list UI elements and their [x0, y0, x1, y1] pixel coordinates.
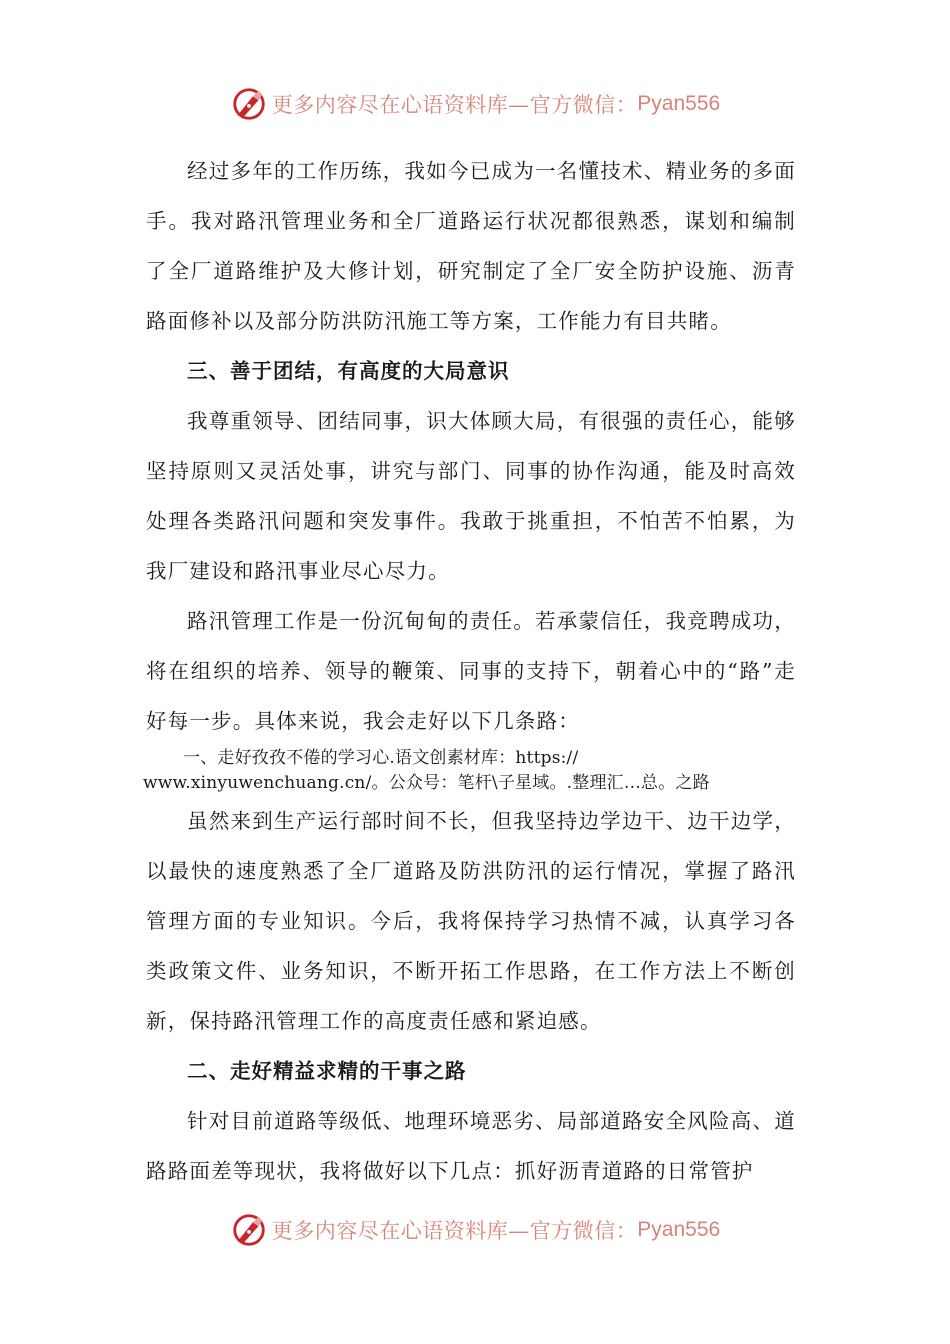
pen-nib-logo-icon — [230, 85, 268, 123]
banner-wechat-id: Pyan556 — [637, 92, 721, 115]
paragraph-learning: 虽然来到生产运行部时间不长，但我坚持边学边干、边干边学，以最快的速度熟悉了全厂道路及防洪防汛的运行情况，掌握了路汛管理方面的专业知识。今后，我将保持学习热情不减，认真学习各类政策文件、业务知识，不断开拓工作思路，在工作方法上不断创新，保持路汛管理工作的高度责任感和紧迫感。 — [146, 809, 796, 1033]
banner-text: 更多内容尽在心语资料库—官方微信： — [271, 93, 638, 117]
paragraph-measures: 针对目前道路等级低、地理环境恶劣、局部道路安全风险高、道路路面差等现状，我将做好以下几点：抓好沥青道路的日常管护 — [146, 1109, 796, 1183]
footer-banner — [0, 1210, 950, 1250]
paragraph-responsibility: 路汛管理工作是一份沉甸甸的责任。若承蒙信任，我竞聘成功，将在组织的培养、领导的鞭策、同事的支持下，朝着心中的“路”走好每一步。具体来说，我会走好以下几条路： — [146, 609, 796, 733]
section-heading-3: 三、善于团结，有高度的大局意识 — [187, 359, 510, 383]
banner-text: 更多内容尽在心语资料库—官方微信： — [271, 1219, 638, 1243]
section-heading-2: 二、走好精益求精的干事之路 — [187, 1059, 467, 1083]
source-note-line-2: www.xinyuwenchuang.cn/。公众号：笔杆\子星域。.整理汇…总。之路 — [143, 773, 710, 793]
banner-wechat-id: Pyan556 — [637, 1218, 721, 1241]
paragraph-teamwork: 我尊重领导、团结同事，识大体顾大局，有很强的责任心，能够坚持原则又灵活处事，讲究与部门、同事的协作沟通，能及时高效处理各类路汛问题和突发事件。我敢于挑重担，不怕苦不怕累，为我厂建设和路汛事业尽心尽力。 — [146, 409, 796, 583]
document-body — [143, 146, 796, 1196]
source-note — [143, 746, 796, 796]
source-note-line-1: 一、走好孜孜不倦的学习心.语文创素材库：https:// — [183, 748, 579, 768]
pen-nib-logo-icon — [230, 1211, 268, 1249]
paragraph-experience: 经过多年的工作历练，我如今已成为一名懂技术、精业务的多面手。我对路汛管理业务和全厂道路运行状况都很熟悉，谋划和编制了全厂道路维护及大修计划，研究制定了全厂安全防护设施、沥青路面修补以及部分防洪防汛施工等方案，工作能力有目共睹。 — [146, 159, 796, 333]
header-banner — [0, 84, 950, 124]
